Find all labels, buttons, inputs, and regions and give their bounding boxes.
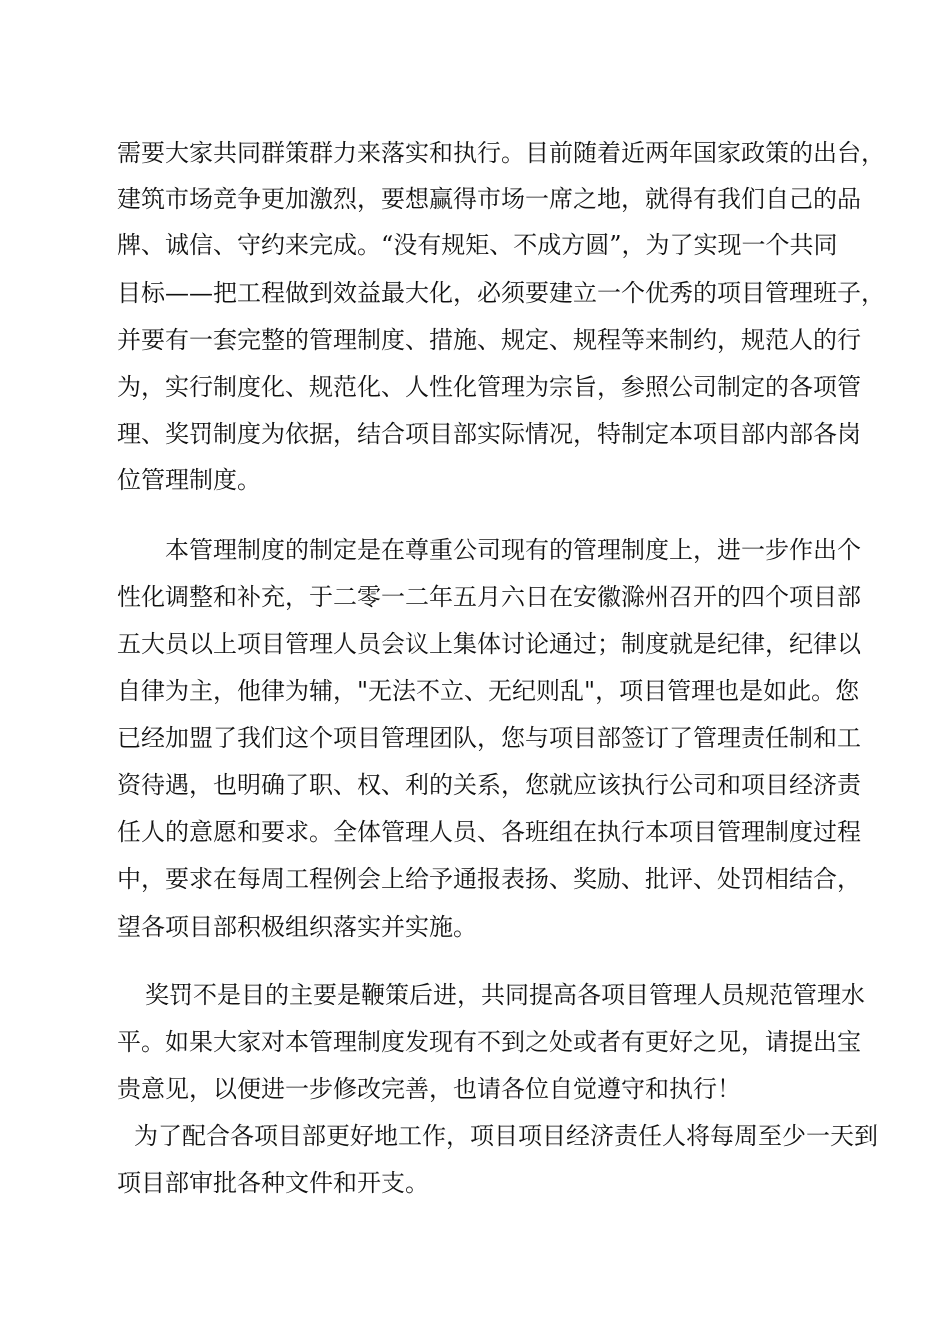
paragraph-2-line-6: 资待遇，也明确了职、权、利的关系，您就应该执行公司和项目经济责 (117, 771, 861, 799)
paragraph-1-line-4: 目标——把工程做到效益最大化，必须要建立一个优秀的项目管理班子， (117, 279, 885, 307)
paragraph-1-line-6: 为，实行制度化、规范化、人性化管理为宗旨，参照公司制定的各项管 (117, 373, 861, 401)
paragraph-1-line-5: 并要有一套完整的管理制度、措施、规定、规程等来制约，规范人的行 (117, 326, 861, 354)
paragraph-2-line-8: 中，要求在每周工程例会上给予通报表扬、奖励、批评、处罚相结合， (117, 865, 861, 893)
paragraph-1-line-3: 牌、诚信、守约来完成。“没有规矩、不成方圆”，为了实现一个共同 (117, 231, 838, 259)
paragraph-3-line-1: 奖罚不是目的主要是鞭策后进，共同提高各项目管理人员规范管理水 (145, 981, 865, 1009)
paragraph-2-line-3: 五大员以上项目管理人员会议上集体讨论通过；制度就是纪律，纪律以 (117, 630, 861, 658)
paragraph-2-line-5: 已经加盟了我们这个项目管理团队，您与项目部签订了管理责任制和工 (117, 724, 861, 752)
paragraph-2-line-1: 本管理制度的制定是在尊重公司现有的管理制度上，进一步作出个 (165, 536, 861, 564)
paragraph-1-line-7: 理、奖罚制度为依据，结合项目部实际情况，特制定本项目部内部各岗 (117, 420, 861, 448)
paragraph-3-line-2: 平。如果大家对本管理制度发现有不到之处或者有更好之见，请提出宝 (117, 1028, 861, 1056)
paragraph-4-line-1: 为了配合各项目部更好地工作，项目项目经济责任人将每周至少一天到 (134, 1122, 878, 1150)
paragraph-1-line-8: 位管理制度。 (117, 466, 261, 494)
paragraph-4-line-2: 项目部审批各种文件和开支。 (117, 1169, 429, 1197)
paragraph-2-line-9: 望各项目部积极组织落实并实施。 (117, 913, 477, 941)
paragraph-1-line-2: 建筑市场竞争更加激烈，要想赢得市场一席之地，就得有我们自己的品 (117, 185, 861, 213)
paragraph-3-line-3: 贵意见，以便进一步修改完善，也请各位自觉遵守和执行！ (117, 1075, 741, 1103)
paragraph-1-line-1: 需要大家共同群策群力来落实和执行。目前随着近两年国家政策的出台， (117, 139, 885, 167)
paragraph-2-line-2: 性化调整和补充，于二零一二年五月六日在安徽滁州召开的四个项目部 (117, 583, 861, 611)
paragraph-2-line-4: 自律为主，他律为辅，"无法不立、无纪则乱"，项目管理也是如此。您 (117, 677, 860, 705)
paragraph-2-line-7: 任人的意愿和要求。全体管理人员、各班组在执行本项目管理制度过程 (117, 818, 861, 846)
